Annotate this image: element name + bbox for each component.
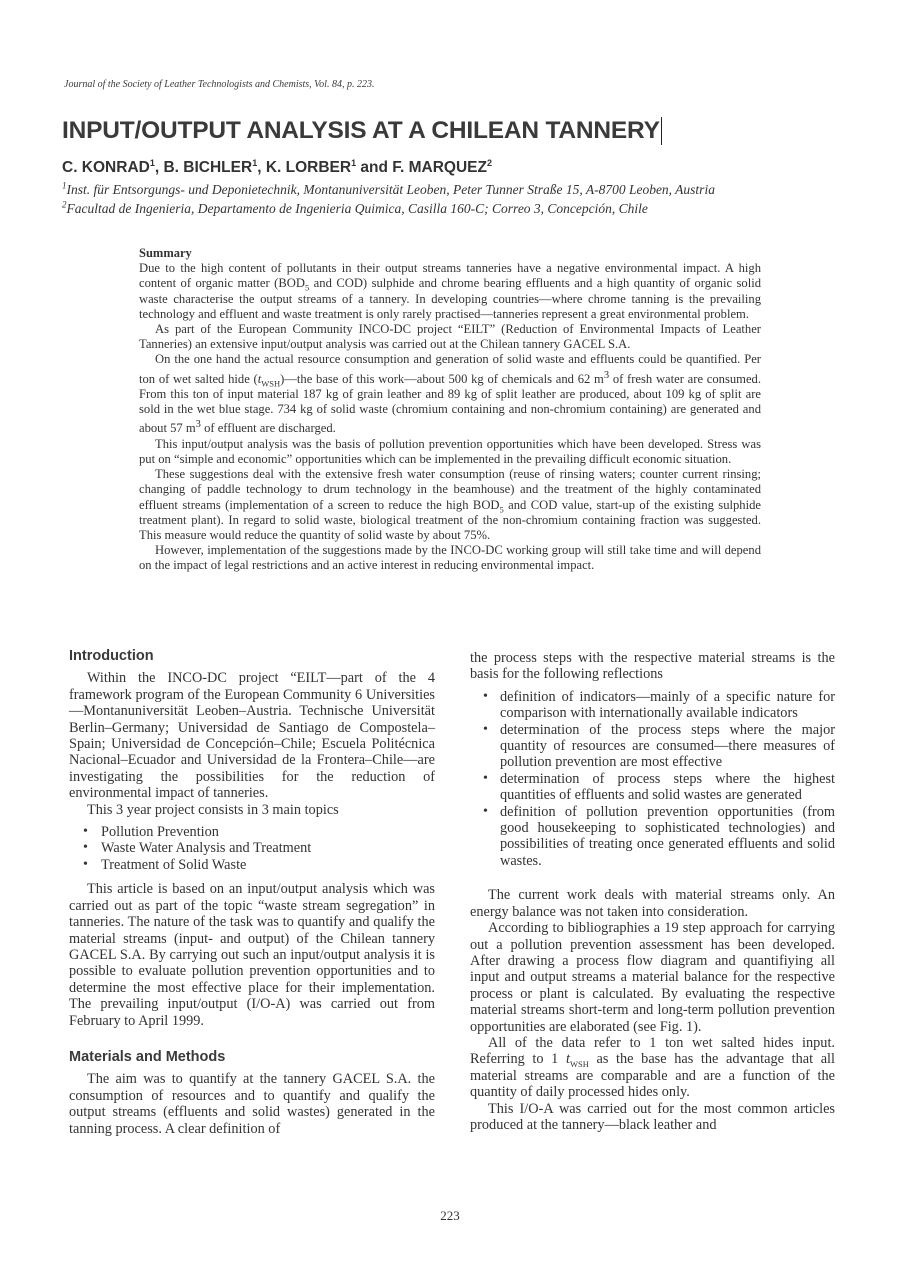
author-separator: and [356,159,393,176]
author-name: K. LORBER [265,159,352,176]
author-name: B. BICHLER [163,159,253,176]
list-item: • definition of pollution prevention opportunities (from good housekeeping to sophisticated technologies) and possibilities of treating once generated effluents and solid wastes. [470,804,835,870]
summary-heading: Summary [139,246,192,260]
spacer [69,1029,435,1049]
summary-paragraph [139,261,761,322]
body-paragraph: This I/O-A was carried out for the most common articles produced at the tannery—black leather and [470,1100,835,1133]
text-run: as the base has the advantage that all material streams are comparable and are a function of the quantity of daily processed hides only. [470,1051,835,1101]
affiliation-marker: 2 [486,157,492,168]
text-run: t [257,371,262,386]
affiliation-text: Inst. für Entsorgungs- und Deponietechnik, Montanuniversität Leoben, Peter Tunner Straße 15, A-8700 Leoben, Austria [66,182,715,197]
affiliation-text: Facultad de Ingenieria, Departamento de Ingenieria Quimica, Casilla 160-C; Correo 3, Concepción, Chile [66,201,648,216]
summary-paragraph: As part of the European Community INCO-DC project “EILT” (Reduction of Environmental Impacts of Leather Tanneries) an extensive input/output analysis was carried out at the Chilean tannery GACEL S.A. [139,322,761,352]
section-heading-introduction: Introduction [69,648,154,664]
text-run: and COD value, start-up of the existing sulphide treatment plant). In regard to solid waste, biological treatment of the non-chromium containing fraction was suggested. This measure would reduce the quantity of solid waste by about 75%. [139,497,761,543]
body-paragraph [470,1035,835,1101]
summary-abstract [139,246,761,574]
text-run: of fresh water are consumed. From this ton of input material 187 kg of grain leather and 89 kg of split leather are produced, about 109 kg of split are sold in the wet blue stage. 734 kg of solid waste (chromium containing and non-chromium containing) are generated and about 57 m [139,371,761,436]
page-number: 223 [440,1208,460,1223]
author-list [62,159,492,177]
subscript: WSH [261,378,281,389]
body-paragraph: The aim was to quantify at the tannery GACEL S.A. the consumption of resources and to quantify and qualify the output streams (effluents and solid wastes) generated in the tanning process. A clear definition of [69,1071,435,1137]
section-heading-materials-methods: Materials and Methods [69,1048,226,1065]
affiliation-number: 2 [62,199,67,210]
left-column [69,648,435,1137]
text-run: )—the base of this work—about 500 kg of chemicals and 62 m [280,371,604,386]
body-paragraph: The current work deals with material streams only. An energy balance was not taken into consideration. [470,887,835,920]
text-run: of effluent are discharged. [200,421,336,436]
journal-citation: Journal of the Society of Leather Technologists and Chemists, Vol. 84, p. 223. [64,79,375,90]
list-item: • Waste Water Analysis and Treatment [69,840,435,856]
list-item: • definition of indicators—mainly of a specific nature for comparison with internationally available indicators [470,689,835,722]
affiliation-2 [62,201,648,217]
text-run: Due to the high content of pollutants in their output streams tanneries have a negative environmental impact. A high content of organic matter (BOD [139,261,761,291]
list-item: • Treatment of Solid Waste [69,857,435,873]
topics-list [69,824,435,873]
text-run: t [565,1051,570,1068]
body-paragraph: the process steps with the respective material streams is the basis for the following reflections [470,650,835,683]
affiliation-marker: 1 [149,157,155,168]
author-separator: , [257,159,266,176]
list-item: • Pollution Prevention [69,824,435,840]
list-item: • determination of process steps where the highest quantities of effluents and solid wastes are generated [470,771,835,804]
right-column [470,650,835,1133]
superscript: 3 [603,369,610,381]
subscript: 5 [304,282,310,293]
author-name: C. KONRAD [62,159,150,176]
subscript: 5 [499,504,504,515]
author-name: F. MARQUEZ [392,159,487,176]
summary-paragraph [139,467,761,543]
body-paragraph: This article is based on an input/output analysis which was carried out as part of the topic “waste stream segregation” in tanneries. The nature of the task was to quantify and qualify the material streams (input- and output) of the Chilean tannery GACEL S.A. By carrying out such an input/output analysis it is possible to evaluate pollution prevention opportunities and to determine the most effective place for their implementation. The prevailing input/output (I/O-A) was carried out from February to April 1999. [69,881,435,1029]
text-run: All of the data refer to 1 ton wet salted hides input. Referring to 1 [470,1034,835,1068]
summary-paragraph [139,352,761,436]
article-title: INPUT/OUTPUT ANALYSIS AT A CHILEAN TANNERY [62,117,660,144]
subscript: WSH [569,1059,589,1070]
summary-paragraph: However, implementation of the suggestions made by the INCO-DC working group will still take time and will depend on the impact of legal restrictions and an active interest in reducing environmental impact. [139,543,761,573]
author-separator: , [154,159,164,176]
affiliation-number: 1 [62,180,67,191]
text-run: On the one hand the actual resource consumption and generation of solid waste and effluents could be quantified. Per ton of wet salted hide ( [139,352,761,386]
affiliation-marker: 1 [351,157,357,168]
text-run: These suggestions deal with the extensive fresh water consumption (reuse of rinsing waters; counter current rinsing; changing of paddle technology to drum technology in the beamhouse) and the treatment of the highly contaminated effluent streams (implementation of a screen to reduce the high BOD [139,467,761,512]
reflections-list [470,689,835,869]
body-paragraph: Within the INCO-DC project “EILT—part of the 4 framework program of the European Community 6 Universities—Montanuniversität Leoben–Austria. Technische Universität Berlin–Germany; Universidad de Santiago de Compostela–Spain; Universidad de Concepción–Chile; Escuela Politécnica Nacional–Ecuador and Universidad de la Frontera–Chile—are investigating the possibilities for the reduction of environmental impact of tanneries. [69,670,435,802]
spacer [470,877,835,887]
superscript: 3 [195,419,201,431]
body-paragraph: This 3 year project consists in 3 main topics [87,801,339,818]
affiliation-1 [62,182,715,198]
text-run: and COD) sulphide and chrome bearing effluents and a high quantity of organic solid waste characterise the output streams of a tannery. In developing countries—where chrome tanning is the prevailing technology and effluent and waste treatment is only rarely practised—tanneries represent a great environmental problem. [139,276,762,321]
summary-paragraph: This input/output analysis was the basis of pollution prevention opportunities which have been developed. Stress was put on “simple and economic” opportunities which can be implemented in the prevailing difficult economic situation. [139,436,761,467]
list-item: • determination of the process steps where the major quantity of resources are consumed—there measures of pollution prevention are most effective [470,722,835,771]
affiliation-marker: 1 [252,157,258,168]
body-paragraph: According to bibliographies a 19 step approach for carrying out a pollution prevention assessment has been developed. After drawing a process flow diagram and quantifiying all input and output streams a material balance for the respective process or plant is calculated. By evaluating the respective material streams short-term and long-term pollution prevention opportunities are elaborated (see Fig. 1). [470,920,835,1035]
